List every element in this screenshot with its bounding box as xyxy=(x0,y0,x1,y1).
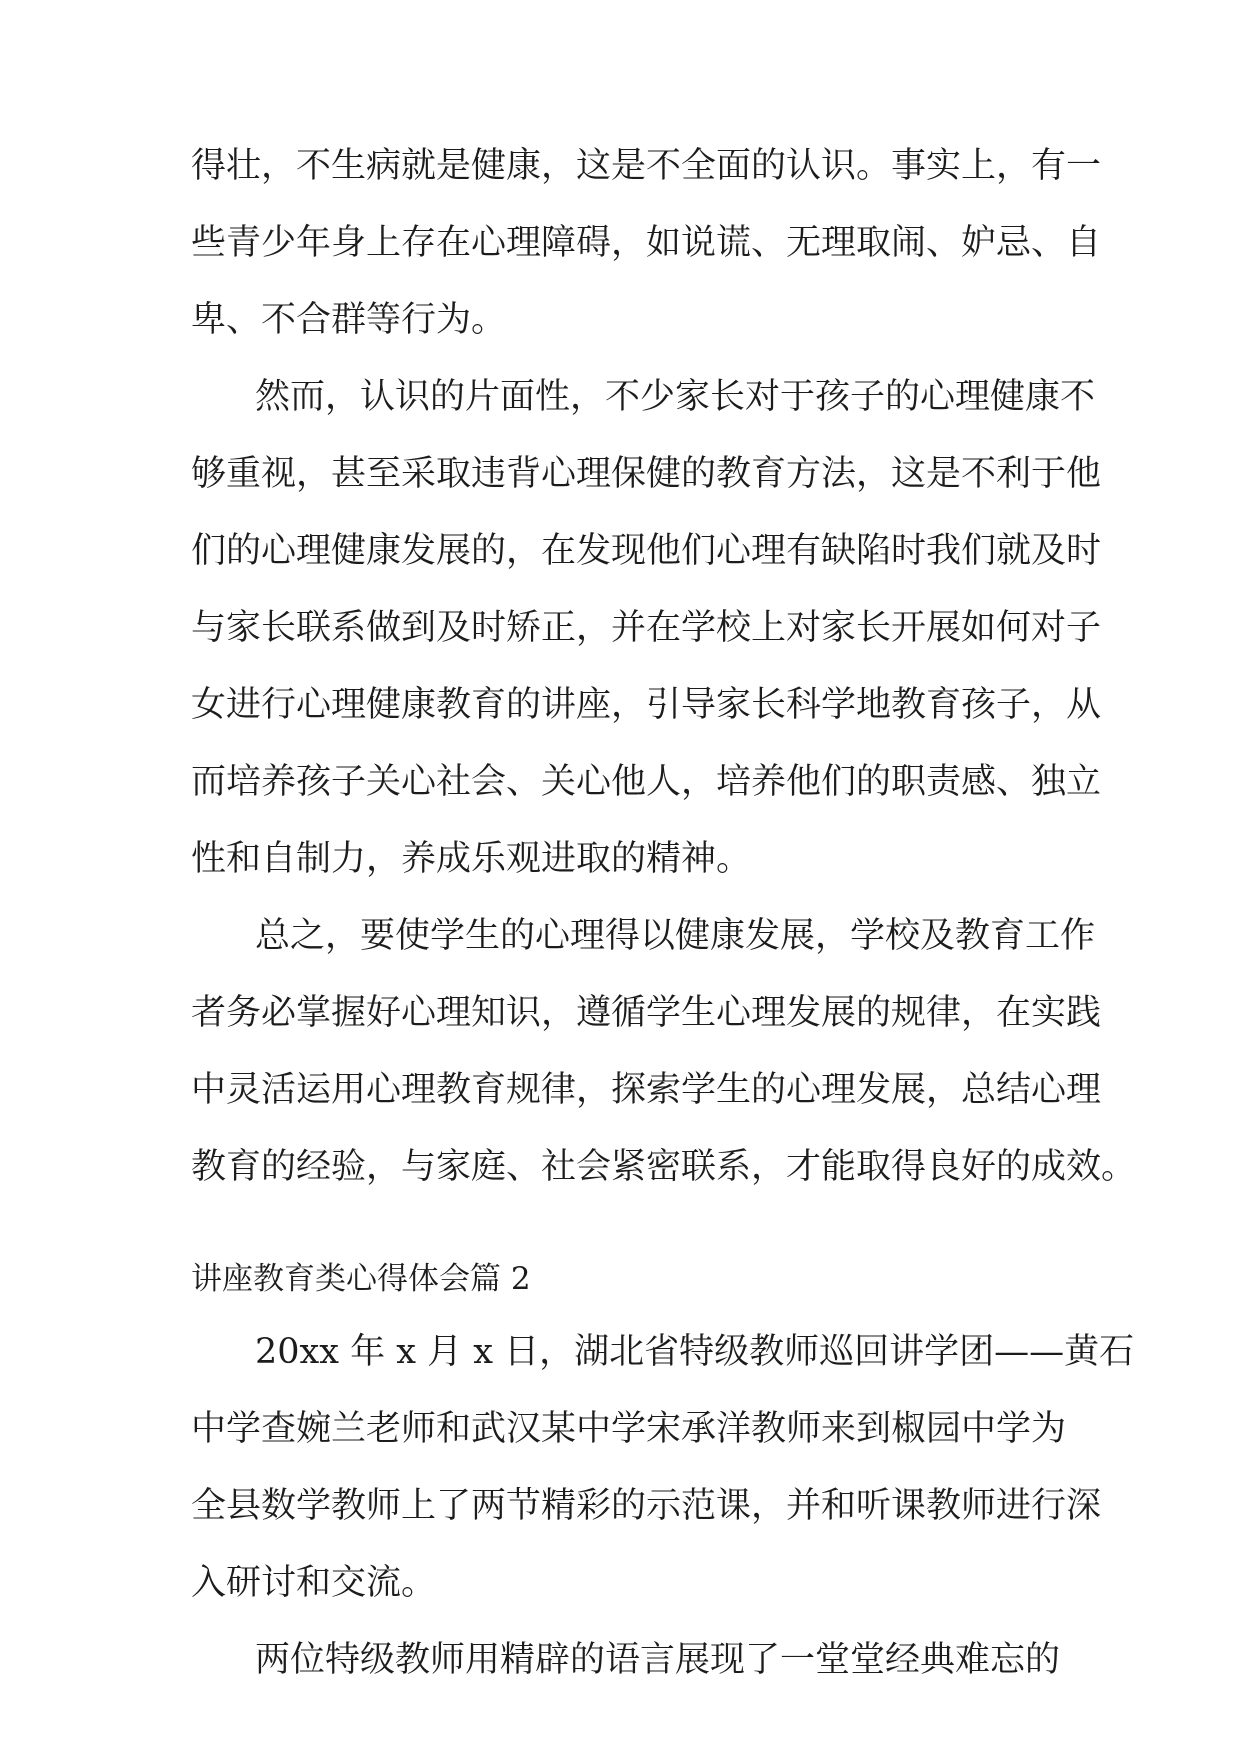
text-line: 者务必掌握好心理知识，遵循学生心理发展的规律，在实践 xyxy=(191,993,1102,1033)
text-line: 卑、不合群等行为。 xyxy=(191,300,507,340)
text-line: 得壮，不生病就是健康，这是不全面的认识。事实上，有一 xyxy=(191,146,1102,186)
text-line: 中灵活运用心理教育规律，探索学生的心理发展，总结心理 xyxy=(191,1070,1102,1110)
text-line: 与家长联系做到及时矫正，并在学校上对家长开展如何对子 xyxy=(191,608,1102,648)
text-line: 两位特级教师用精辟的语言展现了一堂堂经典难忘的 xyxy=(255,1640,1061,1680)
text-line: 中学查婉兰老师和武汉某中学宋承洋教师来到椒园中学为 xyxy=(191,1409,1067,1449)
text-line: 总之，要使学生的心理得以健康发展，学校及教育工作 xyxy=(255,916,1096,956)
text-line: 够重视，甚至采取违背心理保健的教育方法，这是不利于他 xyxy=(191,454,1102,494)
text-line: 而培养孩子关心社会、关心他人，培养他们的职责感、独立 xyxy=(191,762,1102,802)
text-line: 女进行心理健康教育的讲座，引导家长科学地教育孩子，从 xyxy=(191,685,1102,725)
text-line: 入研讨和交流。 xyxy=(191,1563,437,1603)
text-line: 20xx 年 x 月 x 日，湖北省特级教师巡回讲学团——黄石 xyxy=(255,1332,1135,1372)
text-line: 些青少年身上存在心理障碍，如说谎、无理取闹、妒忌、自 xyxy=(191,223,1102,263)
text-line: 性和自制力，养成乐观进取的精神。 xyxy=(191,839,752,879)
text-line: 教育的经验，与家庭、社会紧密联系，才能取得良好的成效。 xyxy=(191,1147,1137,1187)
text-line: 全县数学教师上了两节精彩的示范课，并和听课教师进行深 xyxy=(191,1486,1102,1526)
section-heading: 讲座教育类心得体会篇 2 xyxy=(191,1261,531,1297)
text-line: 们的心理健康发展的，在发现他们心理有缺陷时我们就及时 xyxy=(191,531,1102,571)
text-line: 然而，认识的片面性，不少家长对于孩子的心理健康不 xyxy=(255,377,1096,417)
